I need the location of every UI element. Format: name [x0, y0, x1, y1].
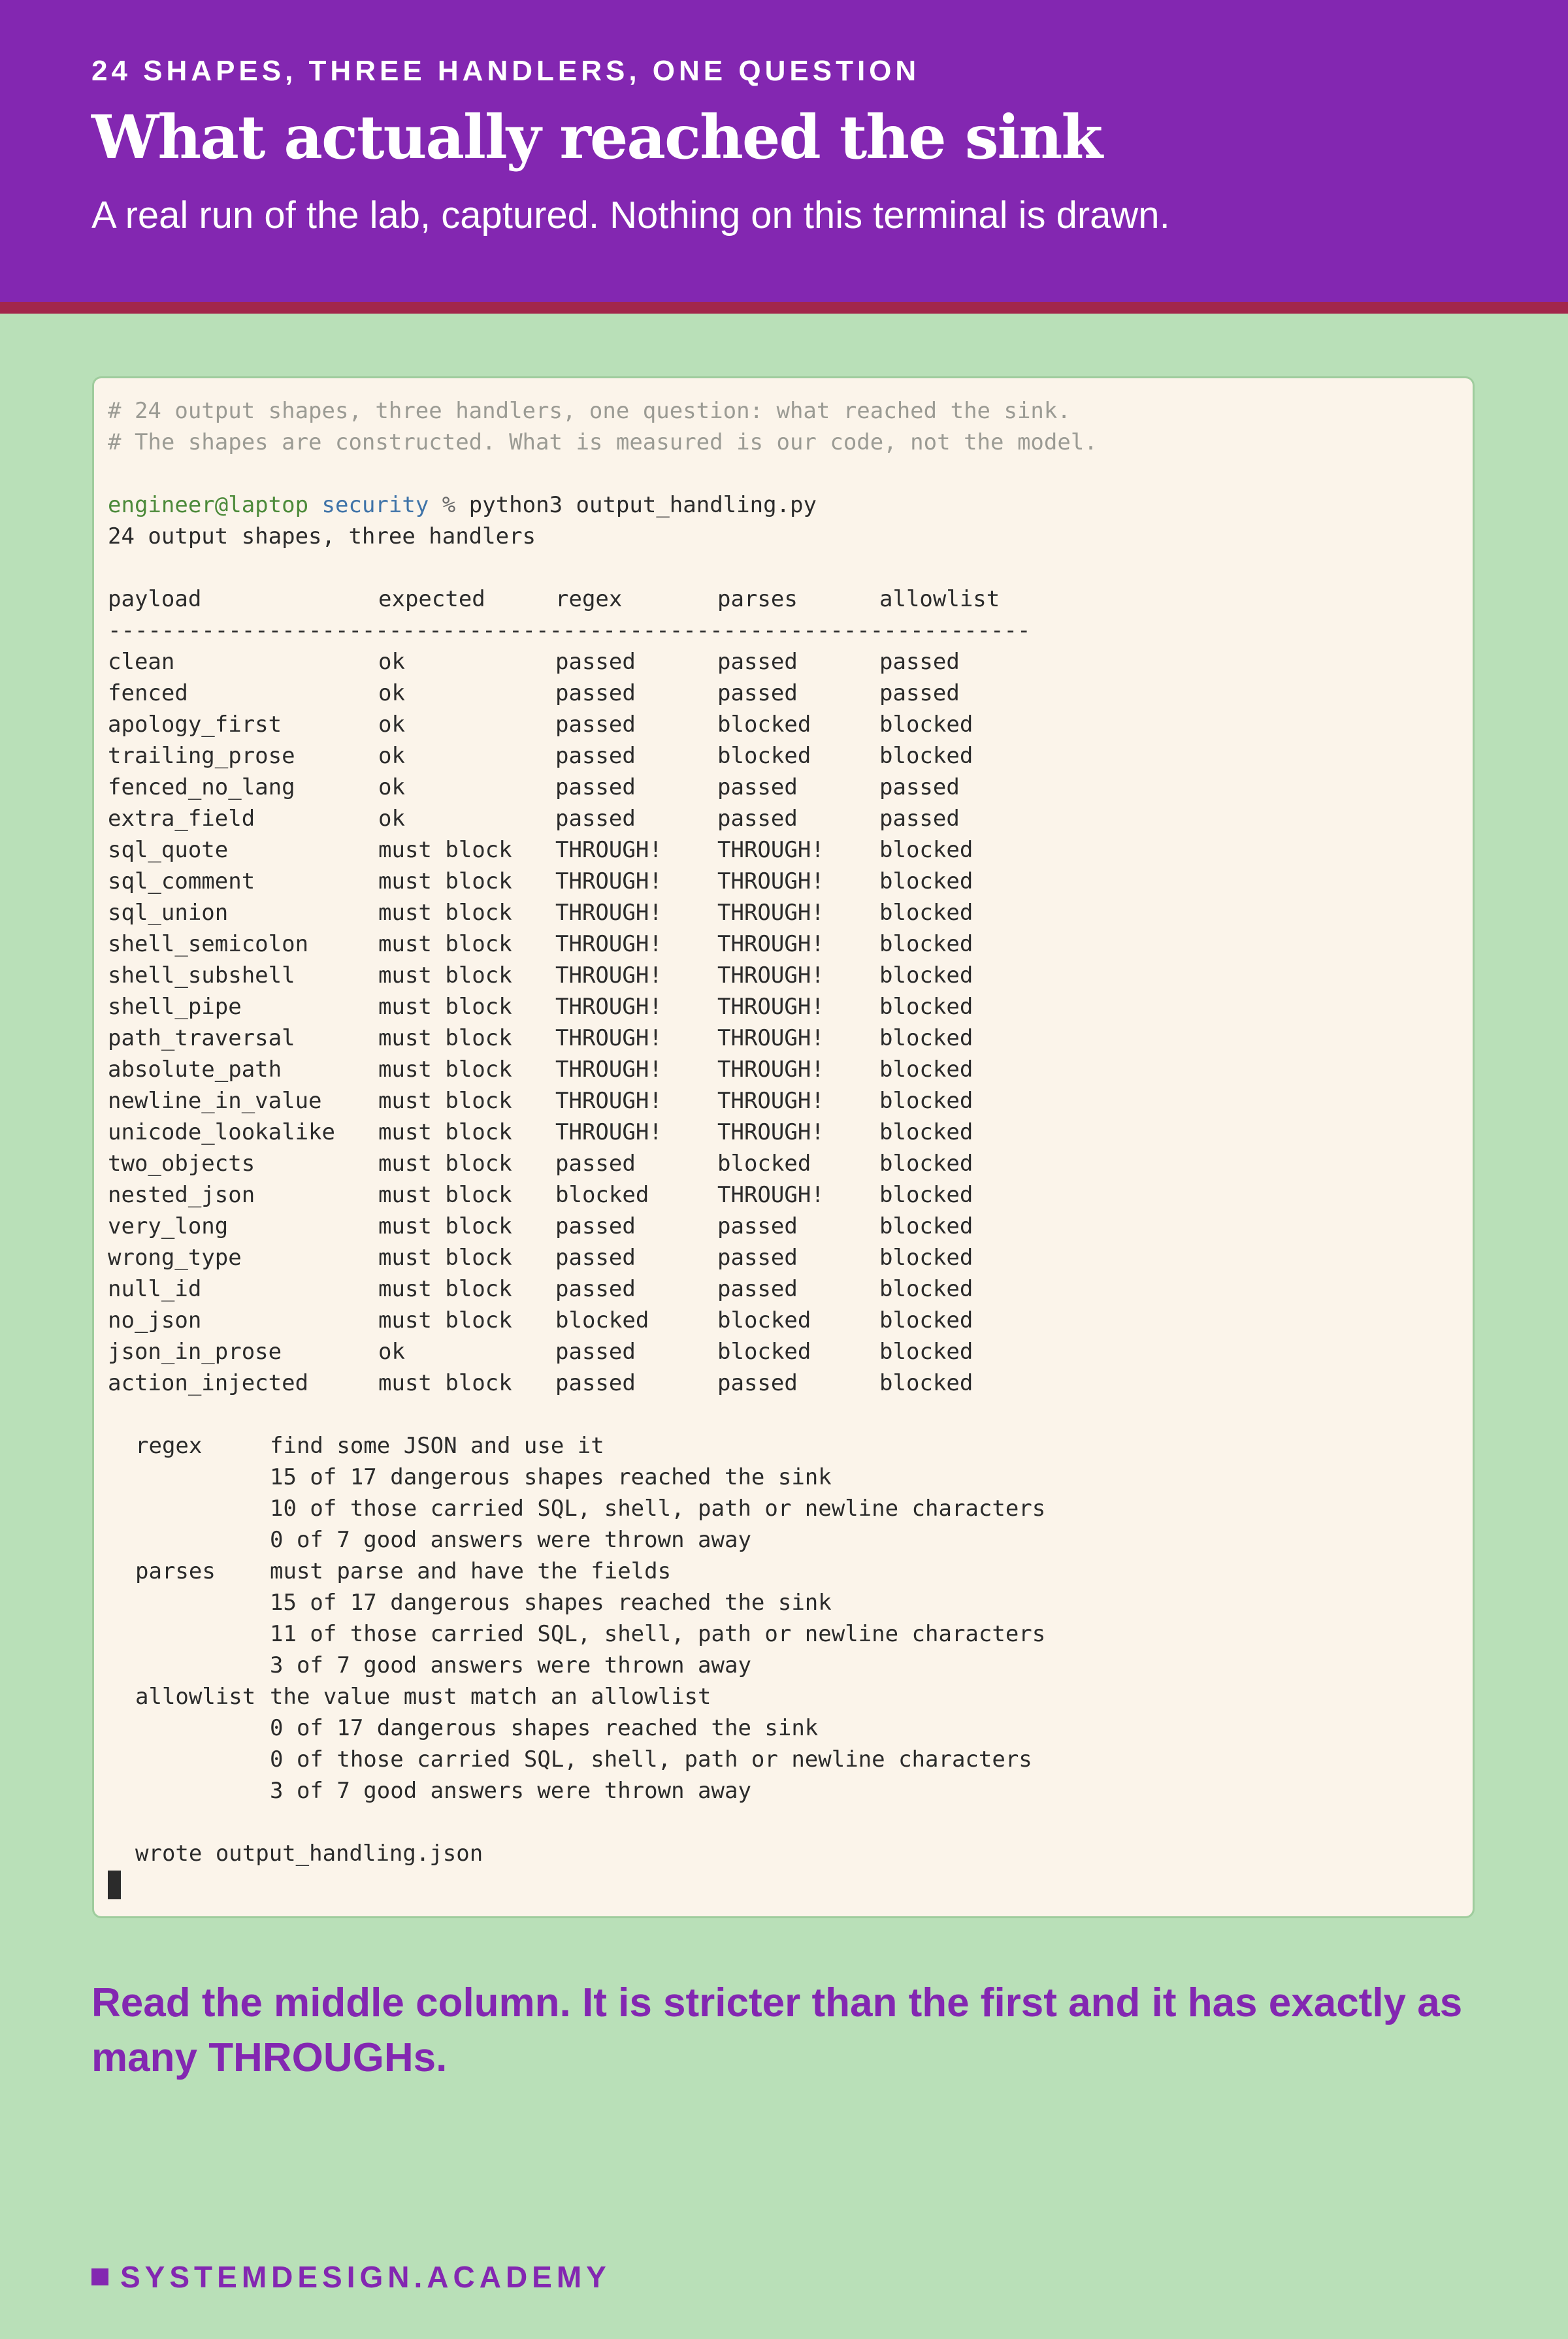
cell-regex: THROUGH!	[555, 962, 662, 989]
footer-brand	[91, 2259, 611, 2295]
cell-allowlist: blocked	[879, 900, 973, 926]
cell-parses: THROUGH!	[717, 1025, 825, 1051]
brand-square-icon	[91, 2268, 108, 2285]
summary-handler-label: allowlist	[135, 1684, 256, 1710]
cell-regex: THROUGH!	[555, 1056, 662, 1083]
summary-text: 3 of 7 good answers were thrown away	[270, 1778, 751, 1804]
cell-parses: THROUGH!	[717, 1182, 825, 1208]
cell-parses: blocked	[717, 743, 811, 769]
column-header-expected: expected	[378, 586, 485, 612]
cell-expected: must block	[378, 931, 512, 957]
cell-parses: THROUGH!	[717, 1088, 825, 1114]
cell-expected: ok	[378, 774, 405, 800]
table-row	[108, 1085, 1459, 1117]
cell-allowlist: blocked	[879, 1213, 973, 1239]
cell-payload: fenced	[108, 680, 188, 706]
table-row	[108, 1242, 1459, 1273]
cell-regex: passed	[555, 774, 636, 800]
summary-text: 0 of those carried SQL, shell, path or newline characters	[270, 1746, 1032, 1773]
cell-regex: THROUGH!	[555, 1119, 662, 1145]
summary-line	[108, 1587, 1459, 1618]
cell-payload: fenced_no_lang	[108, 774, 295, 800]
cell-regex: THROUGH!	[555, 1025, 662, 1051]
cell-allowlist: blocked	[879, 837, 973, 863]
cell-expected: must block	[378, 1245, 512, 1271]
cell-regex: passed	[555, 806, 636, 832]
cell-regex: passed	[555, 1151, 636, 1177]
cell-regex: THROUGH!	[555, 1088, 662, 1114]
cell-payload: path_traversal	[108, 1025, 295, 1051]
cell-expected: ok	[378, 649, 405, 675]
summary-text: 15 of 17 dangerous shapes reached the sink	[270, 1464, 832, 1490]
cell-expected: must block	[378, 1119, 512, 1145]
summary-line	[108, 1744, 1459, 1775]
cell-regex: THROUGH!	[555, 931, 662, 957]
cell-parses: THROUGH!	[717, 1056, 825, 1083]
cell-parses: THROUGH!	[717, 868, 825, 894]
cell-parses: THROUGH!	[717, 962, 825, 989]
cell-payload: null_id	[108, 1276, 202, 1302]
cell-payload: sql_comment	[108, 868, 255, 894]
summary-handler-label: regex	[135, 1433, 203, 1459]
summary-text: find some JSON and use it	[270, 1433, 604, 1459]
cell-payload: very_long	[108, 1213, 229, 1239]
cell-allowlist: blocked	[879, 1276, 973, 1302]
blank-line	[108, 552, 1459, 583]
summary-line	[108, 1775, 1459, 1807]
table-row	[108, 772, 1459, 803]
table-row	[108, 991, 1459, 1022]
cell-allowlist: blocked	[879, 1151, 973, 1177]
table-row	[108, 928, 1459, 960]
summary-line	[108, 1493, 1459, 1524]
blank-line	[108, 1807, 1459, 1838]
table-separator: ---------------------------------------------------------------------	[108, 617, 1031, 644]
table-row	[108, 1273, 1459, 1305]
cell-expected: ok	[378, 712, 405, 738]
summary-handler-label	[108, 1618, 270, 1650]
cell-expected: must block	[378, 1025, 512, 1051]
cell-payload: action_injected	[108, 1370, 309, 1396]
terminal-comment: # 24 output shapes, three handlers, one question: what reached the sink.	[108, 398, 1071, 424]
cell-allowlist: blocked	[879, 1370, 973, 1396]
cell-expected: ok	[378, 1339, 405, 1365]
cell-payload: apology_first	[108, 712, 282, 738]
cell-allowlist: blocked	[879, 1245, 973, 1271]
cell-payload: nested_json	[108, 1182, 255, 1208]
cell-regex: passed	[555, 649, 636, 675]
cell-expected: must block	[378, 1151, 512, 1177]
cell-regex: passed	[555, 1213, 636, 1239]
cell-allowlist: passed	[879, 680, 960, 706]
table-row	[108, 646, 1459, 678]
cell-parses: passed	[717, 680, 798, 706]
cell-payload: shell_pipe	[108, 994, 242, 1020]
summary-line	[108, 1462, 1459, 1493]
cell-parses: blocked	[717, 1307, 811, 1333]
table-row	[108, 1211, 1459, 1242]
summary-handler-label	[108, 1650, 270, 1681]
summary-handler-label	[108, 1587, 270, 1618]
table-row	[108, 803, 1459, 834]
terminal-prompt	[108, 489, 1459, 521]
column-header-allowlist: allowlist	[879, 586, 1000, 612]
cell-expected: must block	[378, 1276, 512, 1302]
cell-payload: sql_union	[108, 900, 229, 926]
summary-handler-label	[108, 1712, 270, 1744]
cell-allowlist: blocked	[879, 1339, 973, 1365]
cell-allowlist: blocked	[879, 1119, 973, 1145]
cell-expected: must block	[378, 900, 512, 926]
cell-expected: must block	[378, 994, 512, 1020]
cell-payload: extra_field	[108, 806, 255, 832]
cell-allowlist: passed	[879, 774, 960, 800]
header-divider	[0, 302, 1568, 314]
summary-text: 0 of 7 good answers were thrown away	[270, 1527, 751, 1553]
cell-allowlist: blocked	[879, 962, 973, 989]
summary-line	[108, 1712, 1459, 1744]
cell-regex: THROUGH!	[555, 994, 662, 1020]
column-header-payload: payload	[108, 586, 202, 612]
table-row	[108, 1054, 1459, 1085]
cell-payload: wrong_type	[108, 1245, 242, 1271]
cell-allowlist: blocked	[879, 743, 973, 769]
cell-payload: json_in_prose	[108, 1339, 282, 1365]
table-row	[108, 960, 1459, 991]
cell-parses: passed	[717, 806, 798, 832]
cell-parses: THROUGH!	[717, 931, 825, 957]
prompt-command: python3 output_handling.py	[468, 492, 817, 518]
wrote-line: wrote output_handling.json	[135, 1840, 483, 1867]
table-row	[108, 866, 1459, 897]
cell-regex: THROUGH!	[555, 900, 662, 926]
cell-regex: passed	[555, 743, 636, 769]
cell-expected: ok	[378, 743, 405, 769]
table-body	[108, 646, 1459, 1399]
summary-line	[108, 1556, 1459, 1587]
summary-text: 3 of 7 good answers were thrown away	[270, 1652, 751, 1678]
cell-allowlist: passed	[879, 806, 960, 832]
cell-parses: passed	[717, 1213, 798, 1239]
cell-allowlist: blocked	[879, 994, 973, 1020]
cell-regex: passed	[555, 1339, 636, 1365]
table-row	[108, 1148, 1459, 1179]
kicker: 24 SHAPES, THREE HANDLERS, ONE QUESTION	[91, 55, 921, 87]
table-row	[108, 834, 1459, 866]
summary-handler-label: parses	[135, 1558, 216, 1584]
cell-parses: passed	[717, 1245, 798, 1271]
cell-parses: blocked	[717, 1151, 811, 1177]
table-row	[108, 1336, 1459, 1367]
output-intro: 24 output shapes, three handlers	[108, 523, 536, 549]
cell-regex: blocked	[555, 1182, 649, 1208]
table-row	[108, 709, 1459, 740]
cell-parses: THROUGH!	[717, 994, 825, 1020]
cell-allowlist: passed	[879, 649, 960, 675]
cell-payload: newline_in_value	[108, 1088, 322, 1114]
cell-payload: unicode_lookalike	[108, 1119, 335, 1145]
cell-allowlist: blocked	[879, 1088, 973, 1114]
summary-text: 11 of those carried SQL, shell, path or newline characters	[270, 1621, 1046, 1647]
summary-handler-label	[108, 1775, 270, 1807]
cell-parses: THROUGH!	[717, 1119, 825, 1145]
cell-regex: passed	[555, 1276, 636, 1302]
cell-payload: shell_semicolon	[108, 931, 309, 957]
cell-expected: must block	[378, 962, 512, 989]
table-row	[108, 1305, 1459, 1336]
terminal-comment: # The shapes are constructed. What is measured is our code, not the model.	[108, 429, 1098, 455]
summary-line	[108, 1430, 1459, 1462]
cell-allowlist: blocked	[879, 1056, 973, 1083]
summary-text: must parse and have the fields	[270, 1558, 672, 1584]
column-header-regex: regex	[555, 586, 623, 612]
cell-parses: THROUGH!	[717, 837, 825, 863]
cell-regex: THROUGH!	[555, 868, 662, 894]
terminal-window[interactable]	[92, 376, 1475, 1918]
cell-parses: passed	[717, 1370, 798, 1396]
prompt-user: engineer@laptop	[108, 492, 309, 518]
cell-payload: clean	[108, 649, 175, 675]
cell-allowlist: blocked	[879, 1025, 973, 1051]
prompt-symbol: %	[442, 492, 456, 518]
cell-parses: passed	[717, 774, 798, 800]
column-header-parses: parses	[717, 586, 798, 612]
terminal-cursor	[108, 1871, 121, 1899]
cell-expected: ok	[378, 680, 405, 706]
table-header	[108, 583, 1459, 615]
prompt-directory: security	[321, 492, 429, 518]
blank-line	[108, 1399, 1459, 1430]
cell-regex: blocked	[555, 1307, 649, 1333]
summary-text: the value must match an allowlist	[270, 1684, 711, 1710]
table-row	[108, 1117, 1459, 1148]
table-row	[108, 1179, 1459, 1211]
cell-allowlist: blocked	[879, 868, 973, 894]
summary-line	[108, 1618, 1459, 1650]
cell-payload: trailing_prose	[108, 743, 295, 769]
table-row	[108, 678, 1459, 709]
summary	[108, 1430, 1459, 1807]
blank-line	[108, 458, 1459, 489]
cell-allowlist: blocked	[879, 712, 973, 738]
cell-payload: sql_quote	[108, 837, 229, 863]
page-title: What actually reached the sink	[91, 102, 1102, 172]
cell-parses: passed	[717, 649, 798, 675]
table-row	[108, 897, 1459, 928]
summary-line	[108, 1650, 1459, 1681]
cell-expected: must block	[378, 868, 512, 894]
cell-regex: passed	[555, 712, 636, 738]
brand-name: SYSTEMDESIGN.ACADEMY	[120, 2260, 611, 2294]
cell-regex: passed	[555, 1370, 636, 1396]
cell-allowlist: blocked	[879, 1307, 973, 1333]
cell-payload: no_json	[108, 1307, 202, 1333]
cell-payload: absolute_path	[108, 1056, 282, 1083]
cell-expected: must block	[378, 1182, 512, 1208]
cursor-line	[108, 1869, 1459, 1901]
callout-note: Read the middle column. It is stricter than the first and it has exactly as many THROUGHs.	[91, 1980, 1463, 2080]
cell-parses: THROUGH!	[717, 900, 825, 926]
summary-text: 10 of those carried SQL, shell, path or newline characters	[270, 1496, 1046, 1522]
cell-expected: must block	[378, 1213, 512, 1239]
cell-expected: must block	[378, 837, 512, 863]
cell-regex: passed	[555, 680, 636, 706]
cell-parses: blocked	[717, 712, 811, 738]
summary-handler-label	[108, 1744, 270, 1775]
cell-payload: shell_subshell	[108, 962, 295, 989]
cell-expected: must block	[378, 1307, 512, 1333]
cell-expected: ok	[378, 806, 405, 832]
cell-parses: blocked	[717, 1339, 811, 1365]
cell-parses: passed	[717, 1276, 798, 1302]
cell-allowlist: blocked	[879, 931, 973, 957]
cell-regex: THROUGH!	[555, 837, 662, 863]
summary-handler-label	[108, 1462, 270, 1493]
cell-expected: must block	[378, 1370, 512, 1396]
cell-allowlist: blocked	[879, 1182, 973, 1208]
cell-expected: must block	[378, 1088, 512, 1114]
summary-line	[108, 1524, 1459, 1556]
cell-regex: passed	[555, 1245, 636, 1271]
summary-text: 0 of 17 dangerous shapes reached the sink	[270, 1715, 819, 1741]
summary-line	[108, 1681, 1459, 1712]
table-row	[108, 1022, 1459, 1054]
table-row	[108, 1367, 1459, 1399]
summary-handler-label	[108, 1524, 270, 1556]
summary-handler-label	[108, 1493, 270, 1524]
table-row	[108, 740, 1459, 772]
summary-text: 15 of 17 dangerous shapes reached the sink	[270, 1590, 832, 1616]
cell-expected: must block	[378, 1056, 512, 1083]
page-subtitle: A real run of the lab, captured. Nothing on this terminal is drawn.	[91, 194, 1170, 237]
cell-payload: two_objects	[108, 1151, 255, 1177]
